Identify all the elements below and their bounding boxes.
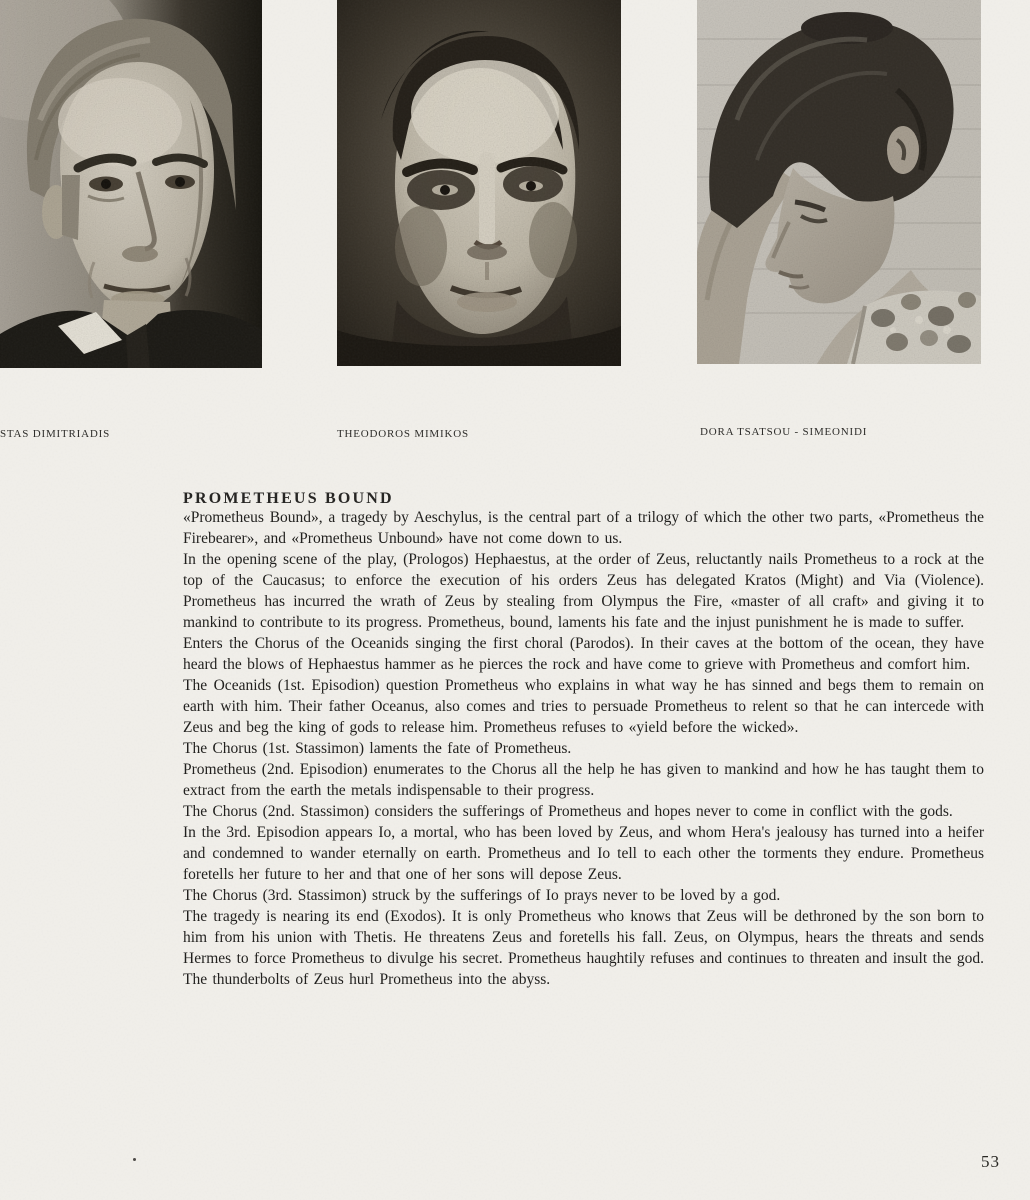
portrait-illustration — [337, 0, 621, 366]
paragraph-parodos: Enters the Chorus of the Oceanids singing the first choral (Parodos). In their caves at the bottom of the ocean, they have heard the blows of Hephaestus hammer as he pierces the rock and have come to grieve with Prometheus and comfort him. — [183, 635, 984, 673]
paragraph-synopsis-intro: «Prometheus Bound», a tragedy by Aeschylus, is the central part of a trilogy of which the other two parts, «Prometheus the Firebearer», and «Prometheus Unbound» have not come down to us. — [183, 509, 984, 547]
scan-artifact-dot — [133, 1158, 136, 1161]
paragraph-second-stassimon: The Chorus (2nd. Stassimon) considers the sufferings of Prometheus and hopes never to come in conflict with the gods. — [183, 803, 953, 820]
paragraph-third-stassimon: The Chorus (3rd. Stassimon) struck by the sufferings of Io prays never to be loved by a god. — [183, 887, 781, 904]
portrait-illustration — [697, 0, 981, 364]
photo-caption-2: THEODOROS MIMIKOS — [337, 428, 469, 440]
portrait-photo-dora-tsatsou-simeonidi — [697, 0, 981, 364]
paragraph-third-episodion: In the 3rd. Episodion appears Io, a mortal, who has been loved by Zeus, and whom Hera's jealousy has turned into a heifer and condemned to wander eternally on earth. Prometheus and Io tell to each other the torments they endure. Prometheus foretells her future to her and that one of her sons will depose Zeus. — [183, 824, 984, 883]
paragraph-first-stassimon: The Chorus (1st. Stassimon) laments the fate of Prometheus. — [183, 740, 572, 757]
portrait-photo-stas-dimitriadis — [0, 0, 262, 368]
paragraph-second-episodion: Prometheus (2nd. Episodion) enumerates to the Chorus all the help he has given to mankind and how he has taught them to extract from the earth the metals indispensable to their progress. — [183, 761, 984, 799]
page-number: 53 — [981, 1152, 1000, 1171]
article-title: PROMETHEUS BOUND — [183, 489, 394, 507]
paragraph-prologos: In the opening scene of the play, (Prologos) Hephaestus, at the order of Zeus, reluctantly nails Prometheus to a rock at the top of the Caucasus; to enforce the execution of his orders Zeus has delegated Kratos (Might) and Via (Violence). Prometheus has incurred the wrath of Zeus by stealing from Olympus the Fire, «master of all craft» and giving it to mankind to contribute to its progress. Prometheus, bound, laments his fate and the injust punishment he is made to suffer. — [183, 551, 984, 631]
article-body — [183, 507, 984, 990]
paragraph-first-episodion: The Oceanids (1st. Episodion) question Prometheus who explains in what way he has sinned and begs them to remain on earth with him. Their father Oceanus, also comes and tries to persuade Prometheus to relent so that he can intercede with Zeus and beg the king of gods to release him. Prometheus refuses to «yield before the wicked». — [183, 677, 984, 736]
photo-caption-3: DORA TSATSOU - SIMEONIDI — [700, 426, 868, 438]
paragraph-exodos: The tragedy is nearing its end (Exodos). It is only Prometheus who knows that Zeus will be dethroned by the son born to him from his union with Thetis. He threatens Zeus and foretells his fall. Zeus, on Olympus, hears the threats and sends Hermes to force Prometheus to divulge his secret. Prometheus haughtily refuses and continues to threaten and insult the god. The thunderbolts of Zeus hurl Prometheus into the abyss. — [183, 908, 984, 988]
portrait-illustration — [0, 0, 262, 368]
portrait-photo-theodoros-mimikos — [337, 0, 621, 366]
photo-caption-1: STAS DIMITRIADIS — [0, 428, 111, 440]
